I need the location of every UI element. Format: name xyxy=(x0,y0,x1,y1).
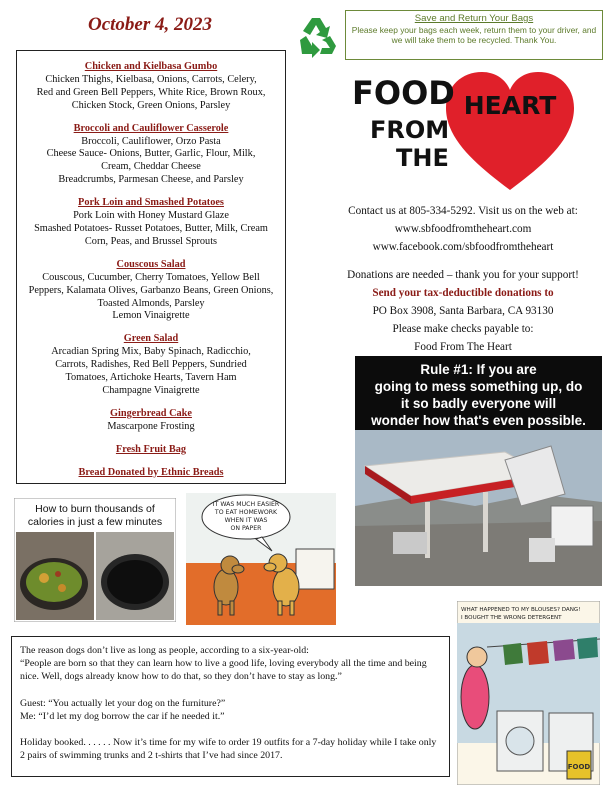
svg-text:I BOUGHT THE WRONG DETERGENT: I BOUGHT THE WRONG DETERGENT xyxy=(461,615,562,621)
logo-word-from: FROM xyxy=(370,116,450,144)
menu-item-title: Green Salad xyxy=(123,333,179,345)
menu-item-description: Broccoli, Cauliflower, Orzo Pasta Cheese Sauce- Onions, Butter, Garlic, Flour, Milk, Cream, Cheddar Cheese Breadcrumbs, Parmesan Cheese, and Parsley xyxy=(46,135,256,186)
svg-text:FOOD: FOOD xyxy=(567,763,591,771)
contact-line: Contact us at 805-334-5292. Visit us on the web at: xyxy=(348,205,578,217)
recycle-icon xyxy=(292,14,340,62)
svg-text:How to burn thousands of: How to burn thousands of xyxy=(35,503,155,515)
menu-item-description: Couscous, Cucumber, Cherry Tomatoes, Yellow Bell Peppers, Kalamata Olives, Garbanzo Beans, Green Onions, Toasted Almonds, Parsley Lemon Vinaigrette xyxy=(28,271,274,322)
burn-calories-cartoon xyxy=(14,498,176,622)
menu-item xyxy=(17,444,285,457)
menu-item xyxy=(17,197,285,249)
menu-item-title: Gingerbread Cake xyxy=(110,407,192,419)
svg-text:it so badly everyone will: it so badly everyone will xyxy=(400,396,557,411)
donations-line: Donations are needed – thank you for your support! xyxy=(347,269,579,281)
payee-line: Food From The Heart xyxy=(414,341,512,353)
joke-dogs-intro: The reason dogs don’t live as long as people, according to a six-year-old: xyxy=(20,645,309,656)
menu-item-title: Fresh Fruit Bag xyxy=(115,443,187,455)
svg-text:calories in just a few minutes: calories in just a few minutes xyxy=(27,516,163,528)
right-dog xyxy=(273,568,299,606)
menu-item-description: Chicken Thighs, Kielbasa, Onions, Carrots, Celery, Red and Green Bell Peppers, White Rice, Brown Roux, Chicken Stock, Green Onions, Parsley xyxy=(36,73,266,111)
svg-text:ON PAPER: ON PAPER xyxy=(230,525,262,532)
menu-item xyxy=(17,408,285,434)
menu-item xyxy=(17,61,285,113)
menu-item-title: Bread Donated by Ethnic Breads xyxy=(78,466,224,478)
checks-line: Please make checks payable to: xyxy=(392,323,534,335)
joke-furniture-guest: Guest: “You actually let your dog on the furniture?” xyxy=(20,697,226,709)
menu-item-description: Pork Loin with Honey Mustard Glaze Smashed Potatoes- Russet Potatoes, Butter, Milk, Cream Corn, Peas, and Brussel Sprouts xyxy=(34,210,268,247)
send-donations-line: Send your tax-deductible donations to xyxy=(372,287,554,299)
menu-item xyxy=(17,467,285,480)
joke-dogs xyxy=(20,644,441,684)
joke-holiday: Holiday booked. . . . . . Now it’s time for my wife to order 19 outfits for a 7-day holiday while I take only 2 pairs of swimming trunks and 2 t-shirts that I’ve had since 2017. xyxy=(20,737,437,762)
svg-text:TO EAT HOMEWORK: TO EAT HOMEWORK xyxy=(214,509,278,516)
food-from-the-heart-logo xyxy=(350,64,582,194)
svg-text:WHEN IT WAS: WHEN IT WAS xyxy=(224,517,268,524)
joke-dogs-quote: “People are born so that they can learn how to live a good life, loving everybody all the time and being nice. Well, dogs already know how to do that, so they don’t have to stay as long.” xyxy=(20,658,427,683)
svg-text:Rule #1: If you are: Rule #1: If you are xyxy=(420,362,537,377)
menu-item-title: Broccoli and Cauliflower Casserole xyxy=(73,122,229,134)
joke-furniture-me: Me: “I’d let my dog borrow the car if he needed it.” xyxy=(20,710,225,722)
bag-notice-title: Save and Return Your Bags xyxy=(414,13,534,24)
rule-one-meme xyxy=(355,356,602,586)
logo-word-heart: HEART xyxy=(463,91,557,120)
menu-item-title: Pork Loin and Smashed Potatoes xyxy=(78,197,224,209)
bag-notice-text: Please keep your bags each week, return them to your driver, and we will take them to be recycled. Thank You. xyxy=(351,24,597,45)
svg-text:wonder how that's even possibl: wonder how that's even possible. xyxy=(371,413,586,428)
svg-text:WHAT HAPPENED TO MY BLOUSES? D: WHAT HAPPENED TO MY BLOUSES? DANG! xyxy=(461,607,581,613)
facebook-link[interactable]: www.facebook.com/sbfoodfromtheheart xyxy=(372,241,554,253)
dogs-homework-cartoon xyxy=(186,493,336,625)
menu-item xyxy=(17,333,285,398)
newsletter-date: October 4, 2023 xyxy=(88,14,213,35)
woman-figure xyxy=(461,665,489,729)
heart-shape xyxy=(446,72,574,190)
menu-box xyxy=(16,50,286,484)
menu-item-description: Mascarpone Frosting xyxy=(107,420,195,432)
laundry-cartoon xyxy=(457,601,600,785)
mailing-address: PO Box 3908, Santa Barbara, CA 93130 xyxy=(372,305,554,317)
menu-item-title: Couscous Salad xyxy=(116,258,186,270)
bag-return-notice xyxy=(345,10,603,60)
contact-info xyxy=(315,202,611,356)
svg-text:IT WAS MUCH EASIER: IT WAS MUCH EASIER xyxy=(212,501,280,508)
joke-furniture xyxy=(20,697,441,723)
menu-item xyxy=(17,123,285,188)
menu-item-title: Chicken and Kielbasa Gumbo xyxy=(84,61,218,72)
logo-word-food: FOOD xyxy=(352,74,455,112)
menu-item xyxy=(17,259,285,324)
jokes-box xyxy=(11,636,450,777)
svg-text:going to mess something up, do: going to mess something up, do xyxy=(374,379,583,394)
website-link[interactable]: www.sbfoodfromtheheart.com xyxy=(394,223,532,235)
menu-item-description: Arcadian Spring Mix, Baby Spinach, Radicchio, Carrots, Radishes, Red Bell Peppers, Sundried Tomatoes, Artichoke Hearts, Tavern Ham Champagne Vinaigrette xyxy=(51,346,251,396)
left-dog xyxy=(214,569,238,605)
logo-word-the: THE xyxy=(396,144,449,172)
